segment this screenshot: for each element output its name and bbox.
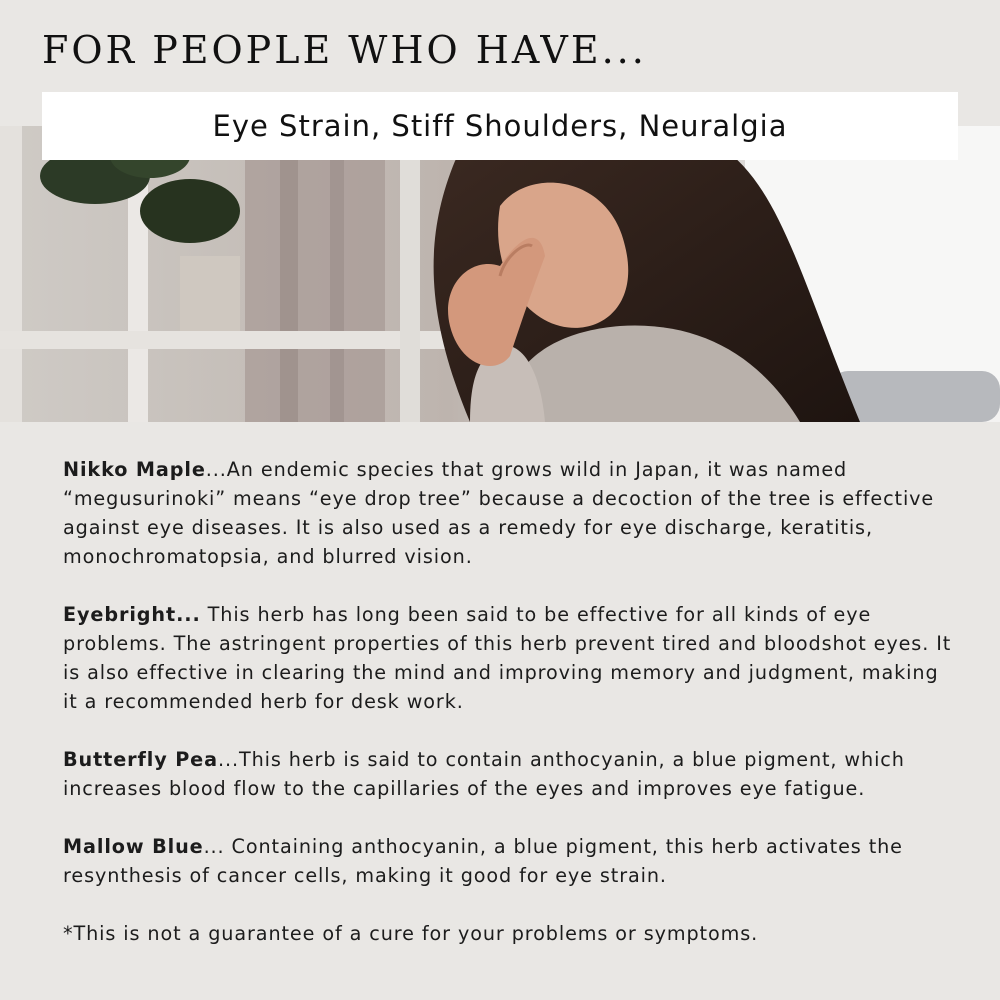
herb-description: ... Containing anthocyanin, a blue pigment, this herb activates the resynthesis of cancer cells, making it good for eye strain.: [63, 835, 903, 887]
woman-rubbing-eyes-photo: [0, 126, 1000, 422]
herb-description: ...An endemic species that grows wild in Japan, it was named “megusurinoki” means “eye drop tree” because a decoction of the tree is effective against eye diseases. It is also used as a remedy for eye discharge, keratitis, monochromatopsia, and blurred vision.: [63, 458, 935, 568]
herb-name: Nikko Maple: [63, 458, 206, 481]
symptoms-text: Eye Strain, Stiff Shoulders, Neuralgia: [212, 109, 788, 143]
herb-description: ...This herb is said to contain anthocyanin, a blue pigment, which increases blood flow to the capillaries of the eyes and improves eye fatigue.: [63, 748, 905, 800]
herb-paragraph: [63, 455, 958, 571]
herb-description: This herb has long been said to be effective for all kinds of eye problems. The astringent properties of this herb prevent tired and bloodshot eyes. It is also effective in clearing the mind and improving memory and judgment, making it a recommended herb for desk work.: [63, 603, 952, 713]
symptoms-banner: [42, 92, 958, 160]
herb-paragraph: [63, 832, 958, 890]
herb-name: Butterfly Pea: [63, 748, 218, 771]
herb-name: Eyebright...: [63, 603, 201, 626]
herb-paragraph: [63, 745, 958, 803]
herb-paragraph: [63, 600, 958, 716]
hero-photo: [0, 126, 1000, 422]
herb-descriptions: [63, 455, 958, 977]
page-title: FOR PEOPLE WHO HAVE...: [42, 28, 647, 72]
herb-name: Mallow Blue: [63, 835, 204, 858]
disclaimer: *This is not a guarantee of a cure for your problems or symptoms.: [63, 922, 759, 945]
